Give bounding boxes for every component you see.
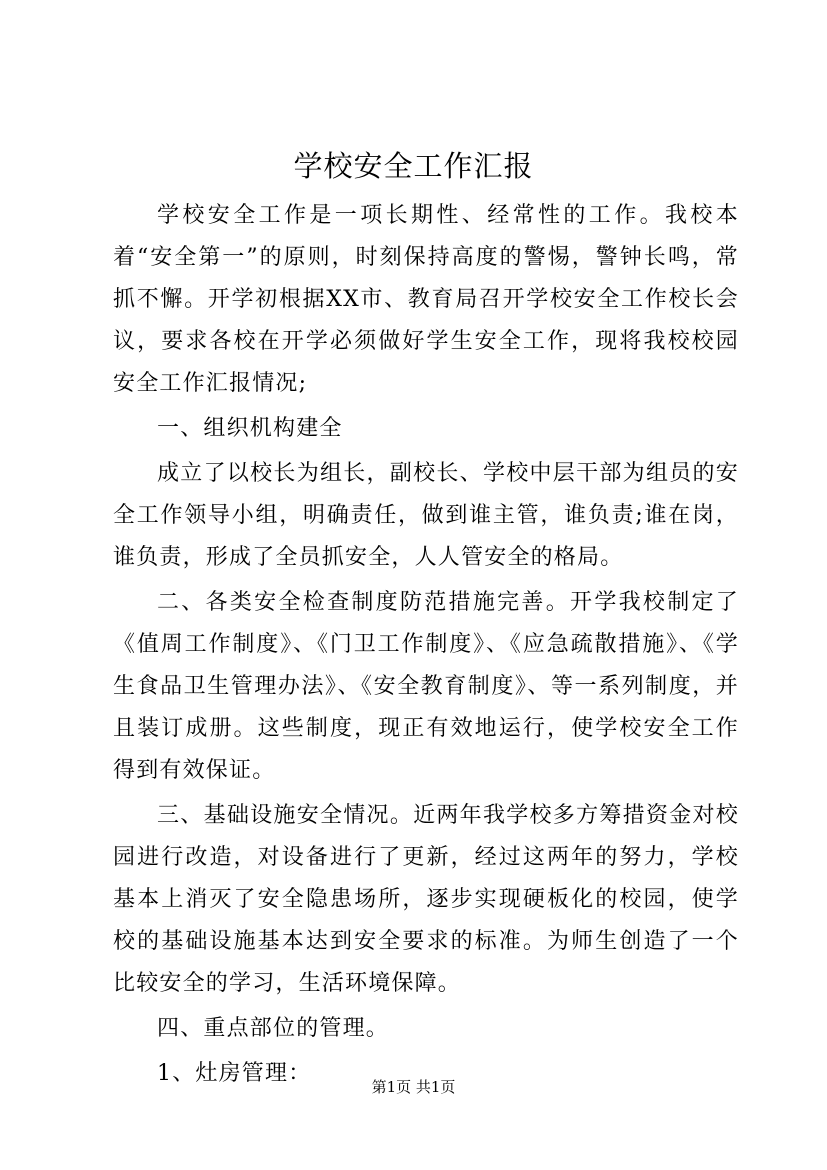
- paragraph-section-2: 二、各类安全检查制度防范措施完善。开学我校制定了《值周工作制度》、《门卫工作制度》、《应急疏散措施》、《学生食品卫生管理办法》、《安全教育制度》、等一系列制度，并且装订成册。这些制度，现正有效地运行，使学校安全工作得到有效保证。: [113, 590, 739, 783]
- document-title: 学校安全工作汇报: [293, 149, 534, 183]
- paragraph-section-3: 三、基础设施安全情况。近两年我学校多方筹措资金对校园进行改造，对设备进行了更新，经过这两年的努力，学校基本上消灭了安全隐患场所，逐步实现硬板化的校园，使学校的基础设施基本达到安全要求的标准。为师生创造了一个比较安全的学习，生活环境保障。: [113, 803, 739, 996]
- page-footer: 第1页 共1页: [371, 1078, 456, 1096]
- document-body: [113, 195, 739, 1098]
- paragraph-section-1: 成立了以校长为组长，副校长、学校中层干部为组员的安全工作领导小组，明确责任，做到谁主管，谁负责;谁在岗，谁负责，形成了全员抓安全，人人管安全的格局。: [113, 461, 739, 570]
- heading-section-1: 一、组织机构建全: [157, 416, 343, 441]
- heading-subsection-1: 1、灶房管理：: [157, 1061, 312, 1086]
- paragraph-intro: 学校安全工作是一项长期性、经常性的工作。我校本着“安全第一”的原则，时刻保持高度的警惕，警钟长鸣，常抓不懈。开学初根据XX市、教育局召开学校安全工作校长会议，要求各校在开学必须做好学生安全工作，现将我校校园安全工作汇报情况;: [113, 203, 739, 396]
- heading-section-4: 四、重点部位的管理。: [157, 1016, 390, 1041]
